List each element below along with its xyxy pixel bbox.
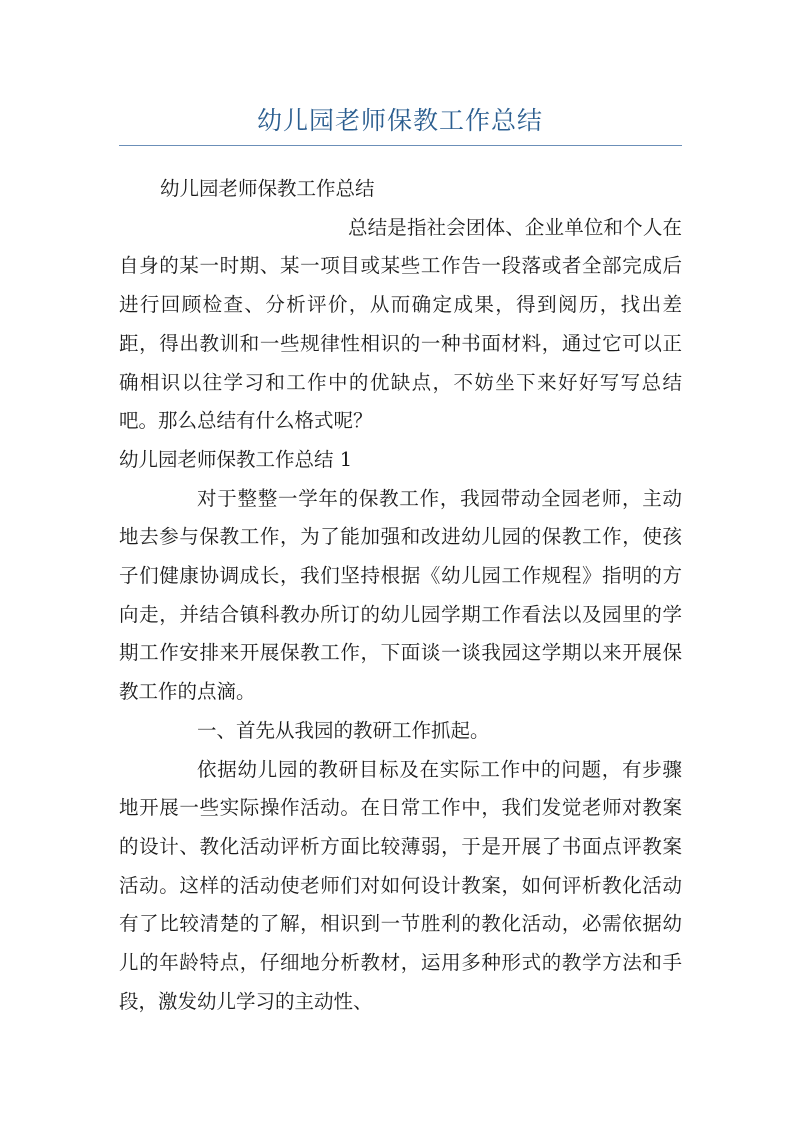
document-title: 幼儿园老师保教工作总结 — [256, 106, 543, 135]
body-paragraph-2: 依据幼儿园的教研目标及在实际工作中的问题，有步骤地开展一些实际操作活动。在日常工作中，我们发觉老师对教案的设计、教化活动评析方面比较薄弱，于是开展了书面点评教案活动。这样的活动使老师们对如何设计教案，如何评析教化活动有了比较清楚的了解，相识到一节胜利的教化活动，必需依据幼儿的年龄特点，仔细地分析教材，运用多种形式的教学方法和手段，激发幼儿学习的主动性、 — [119, 757, 682, 1013]
numbered-heading: 一、首先从我园的教研工作抓起。 — [197, 718, 490, 742]
body-paragraph-1: 对于整整一学年的保教工作，我园带动全园老师，主动地去参与保教工作，为了能加强和改进幼儿园的保教工作，使孩子们健康协调成长，我们坚持根据《幼儿园工作规程》指明的方向走，并结合镇科教办所订的幼儿园学期工作看法以及园里的学期工作安排来开展保教工作，下面谈一谈我园这学期以来开展保教工作的点滴。 — [119, 486, 682, 704]
title-divider — [119, 145, 682, 146]
section-heading: 幼儿园老师保教工作总结 1 — [119, 447, 353, 471]
subtitle-paragraph: 幼儿园老师保教工作总结 — [160, 177, 375, 200]
intro-paragraph: 总结是指社会团体、企业单位和个人在自身的某一时期、某一项目或某些工作告一段落或者全部完成后进行回顾检查、分析评价，从而确定成果，得到阅历，找出差距，得出教训和一些规律性相识的一种书面材料，通过它可以正确相识以往学习和工作中的优缺点，不妨坐下来好好写写总结吧。那么总结有什么格式呢？ — [119, 215, 682, 433]
document-body — [119, 170, 682, 1021]
